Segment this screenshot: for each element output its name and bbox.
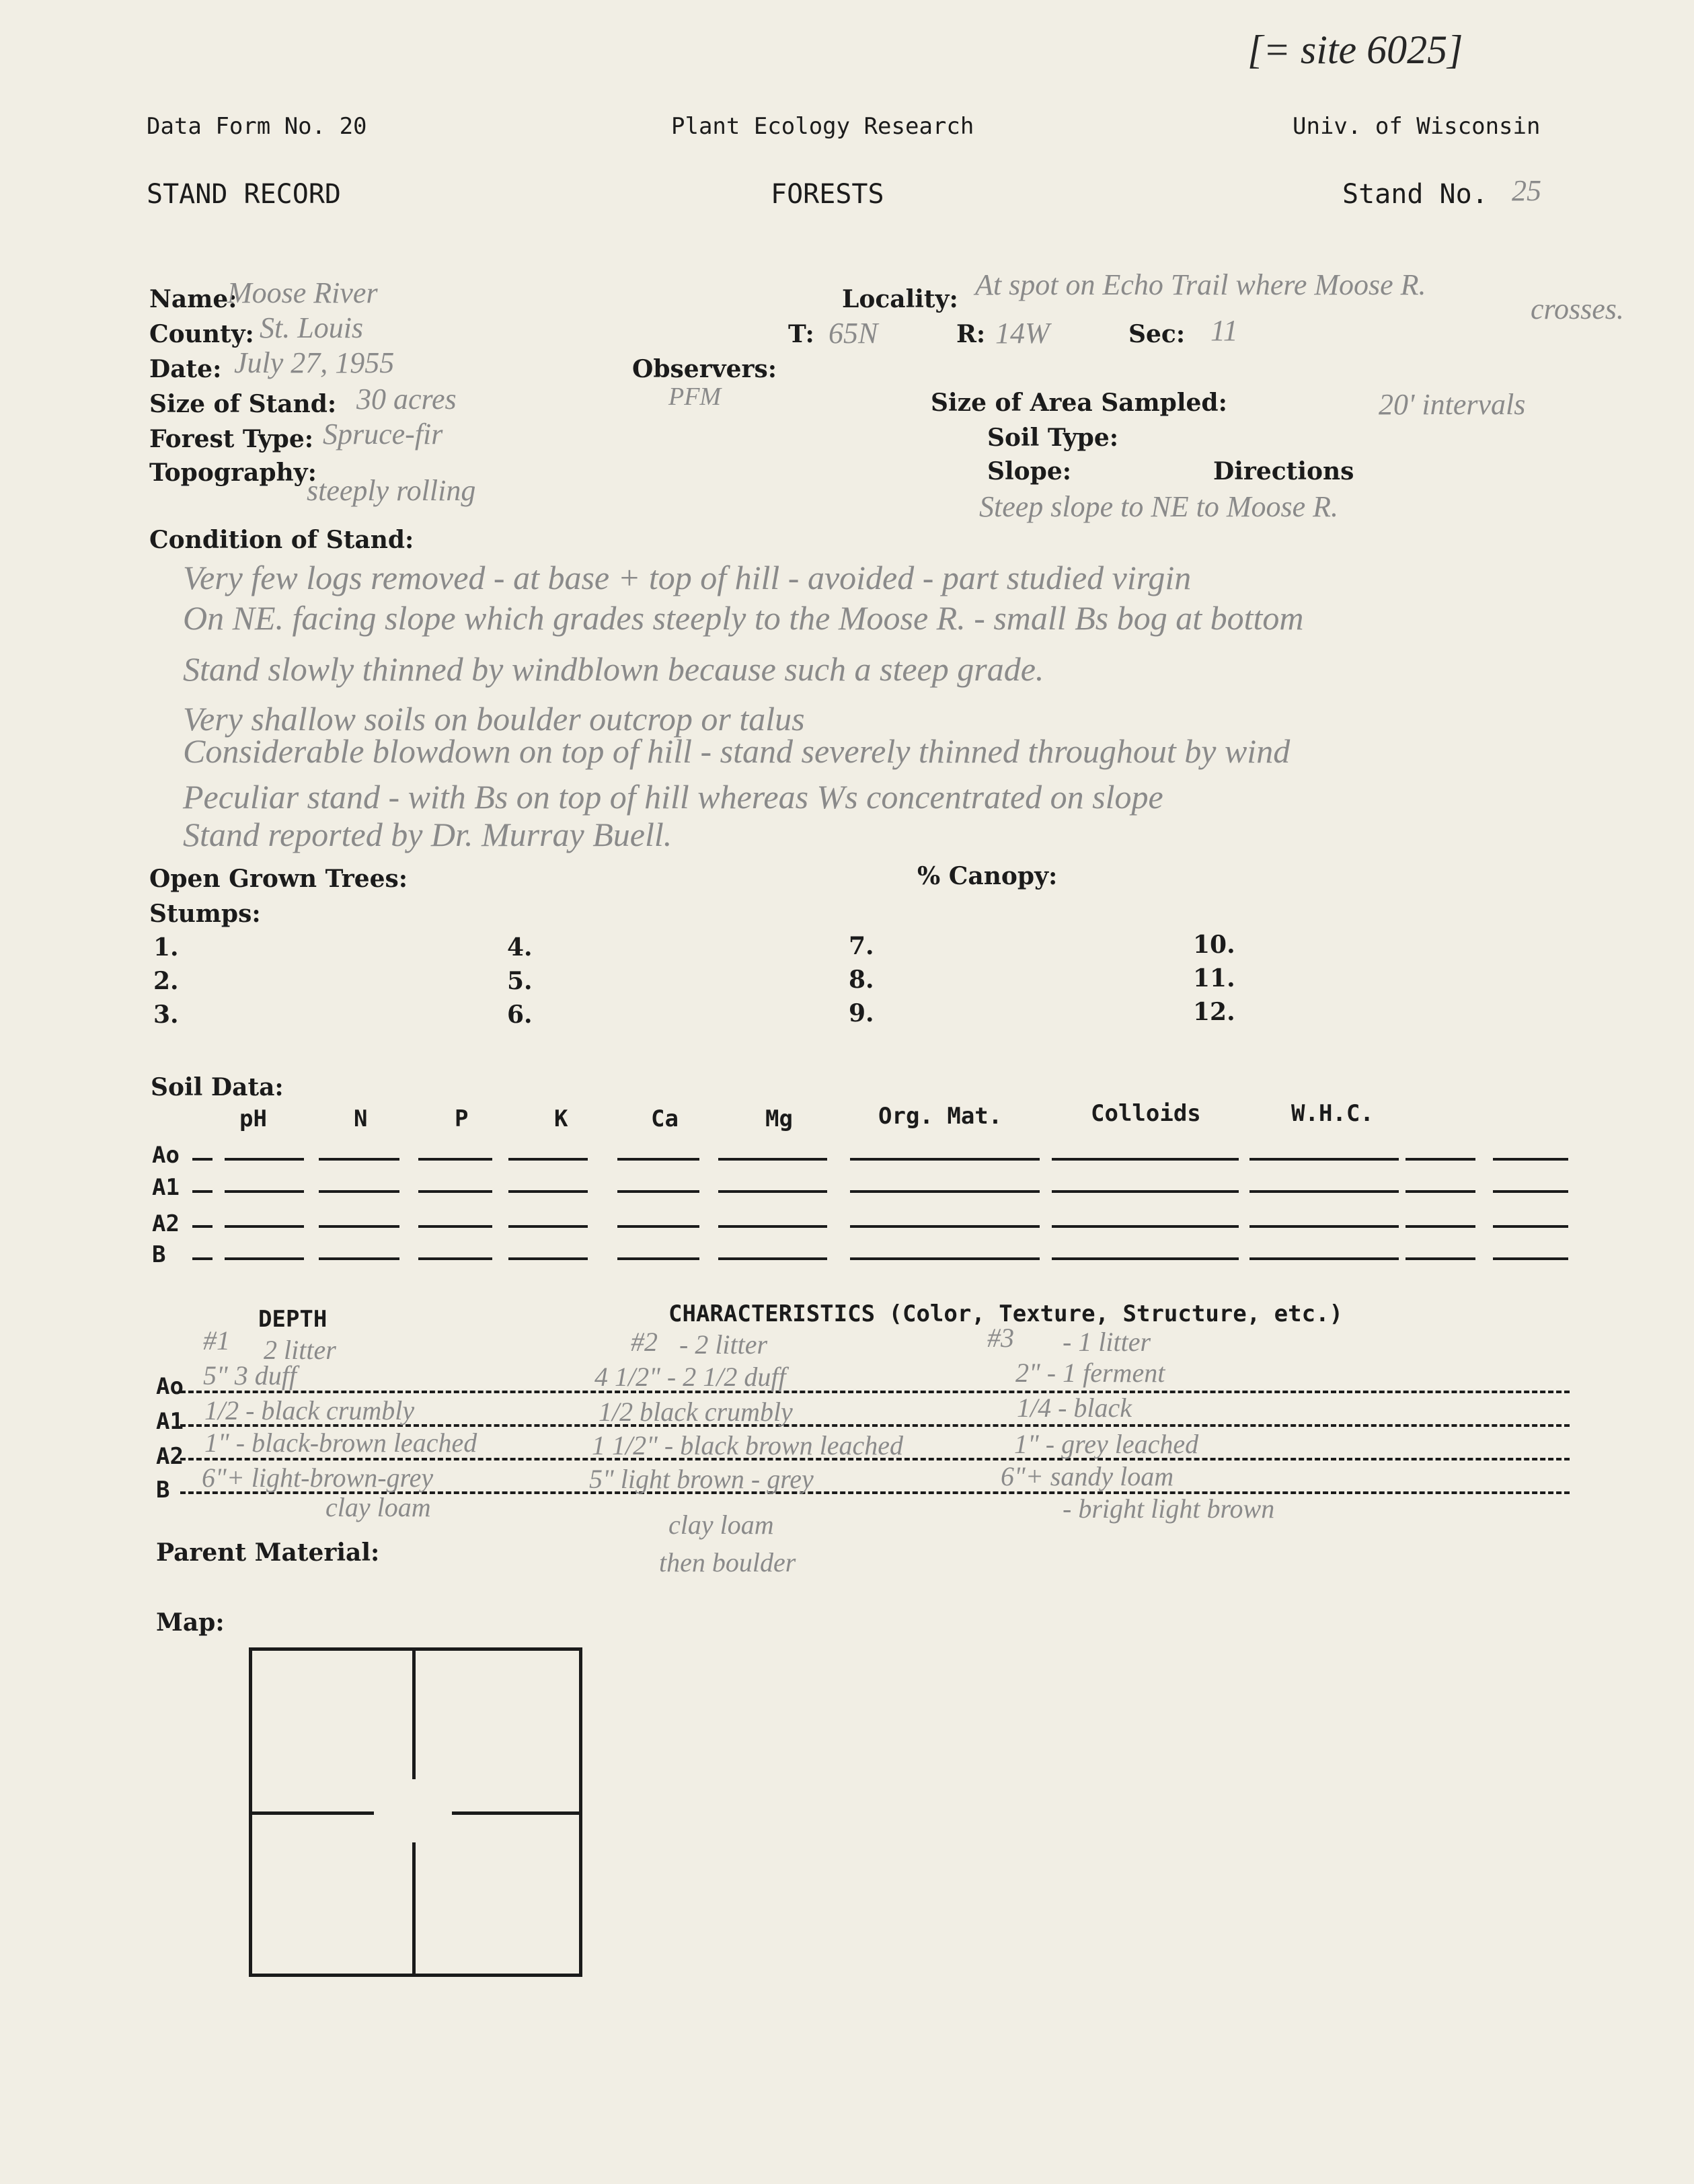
- sample-1-header: #1: [203, 1325, 230, 1356]
- soil-col-mg: Mg: [765, 1105, 793, 1132]
- sample-1-a2: 1" - black-brown leached: [204, 1428, 477, 1458]
- sample-1-b: 6"+ light-brown-grey: [202, 1462, 434, 1493]
- soil-row-label: A1: [152, 1174, 180, 1201]
- soil-data-label: Soil Data:: [151, 1073, 284, 1101]
- soil-col-org-mat: Org. Mat.: [878, 1103, 1003, 1130]
- stump-item: 12.: [1193, 998, 1235, 1026]
- slope-label: Slope:: [987, 457, 1072, 485]
- parent-material-label: Parent Material:: [156, 1538, 380, 1567]
- soil-row-label: A2: [152, 1210, 180, 1237]
- date-value: July 27, 1955: [234, 346, 395, 379]
- sample-2-extra-2: then boulder: [659, 1547, 796, 1577]
- slope-value: Steep slope to NE to Moose R.: [979, 490, 1339, 523]
- sample-1-a1: 1/2 - black crumbly: [204, 1395, 415, 1426]
- condition-label: Condition of Stand:: [149, 526, 414, 554]
- program-title: Plant Ecology Research: [671, 113, 974, 140]
- stand-no-value: 25: [1512, 174, 1541, 207]
- sample-2-extra-1: clay loam: [668, 1510, 774, 1540]
- soil-col-whc: W.H.C.: [1291, 1100, 1374, 1127]
- condition-line-4: Very shallow soils on boulder outcrop or talus: [183, 700, 805, 738]
- open-grown-label: Open Grown Trees:: [149, 865, 408, 893]
- sample-3-extra: - bright light brown: [1063, 1493, 1275, 1524]
- sample-2-litter: - 2 litter: [679, 1329, 768, 1360]
- topography-value: steeply rolling: [307, 474, 476, 507]
- sample-2-b: 5" light brown - grey: [589, 1464, 814, 1494]
- condition-line-3: Stand slowly thinned by windblown because such a steep grade.: [183, 650, 1044, 688]
- township-value: 65N: [829, 317, 878, 350]
- stump-item: 4.: [507, 933, 533, 962]
- stumps-label: Stumps:: [149, 900, 261, 928]
- sample-3-ao: 2" - 1 ferment: [1015, 1358, 1165, 1388]
- characteristics-label: CHARACTERISTICS (Color, Texture, Structure, etc.): [668, 1300, 1344, 1327]
- forest-type-label: Forest Type:: [149, 425, 314, 453]
- map-label: Map:: [156, 1608, 225, 1637]
- township-label: T:: [788, 320, 814, 348]
- name-label: Name:: [149, 285, 237, 313]
- county-value: St. Louis: [260, 311, 364, 344]
- depth-row-label: B: [156, 1477, 170, 1504]
- condition-line-2: On NE. facing slope which grades steeply to the Moose R. - small Bs bog at bottom: [183, 599, 1304, 637]
- depth-row-label: Ao: [156, 1373, 184, 1400]
- range-label: R:: [956, 320, 986, 348]
- sample-2-a1: 1/2 black crumbly: [599, 1397, 793, 1427]
- sample-3-a2: 1" - grey leached: [1014, 1429, 1199, 1459]
- soil-col-ph: pH: [239, 1105, 267, 1132]
- site-annotation: [= site 6025]: [1247, 28, 1463, 72]
- soil-col-colloids: Colloids: [1091, 1100, 1201, 1127]
- section-label: Sec:: [1128, 320, 1186, 348]
- forest-type-value: Spruce-fir: [323, 418, 443, 451]
- topography-label: Topography:: [149, 459, 317, 487]
- depth-row-label: A2: [156, 1443, 184, 1470]
- observers-label: Observers:: [632, 355, 777, 383]
- sample-3-header: #3: [987, 1323, 1014, 1353]
- condition-line-7: Stand reported by Dr. Murray Buell.: [183, 816, 672, 853]
- canopy-label: % Canopy:: [917, 862, 1058, 890]
- depth-label: DEPTH: [258, 1306, 328, 1333]
- condition-line-1: Very few logs removed - at base + top of hill - avoided - part studied virgin: [183, 559, 1192, 596]
- sample-3-a1: 1/4 - black: [1017, 1393, 1132, 1423]
- sample-2-ao: 4 1/2" - 2 1/2 duff: [594, 1362, 786, 1392]
- area-value: 20' intervals: [1379, 388, 1526, 421]
- name-value: Moose River: [227, 276, 378, 309]
- date-label: Date:: [149, 355, 222, 383]
- section-value: 11: [1210, 314, 1238, 347]
- soil-col-p: P: [455, 1105, 469, 1132]
- sample-1-litter: 2 litter: [264, 1335, 336, 1365]
- sample-1-ao: 5" 3 duff: [203, 1360, 297, 1391]
- depth-row-label: A1: [156, 1408, 184, 1435]
- directions-label: Directions: [1213, 457, 1354, 485]
- sample-3-b: 6"+ sandy loam: [1001, 1461, 1174, 1491]
- locality-label: Locality:: [842, 285, 958, 313]
- county-label: County:: [149, 320, 254, 348]
- stump-item: 8.: [849, 966, 874, 994]
- size-label: Size of Stand:: [149, 390, 337, 418]
- stump-item: 6.: [507, 1001, 533, 1029]
- sample-2-header: #2: [631, 1327, 658, 1357]
- category: FORESTS: [771, 179, 884, 210]
- sample-3-litter: - 1 litter: [1063, 1327, 1151, 1357]
- condition-line-5: Considerable blowdown on top of hill - stand severely thinned throughout by wind: [183, 732, 1291, 770]
- sample-2-a2: 1 1/2" - black brown leached: [592, 1430, 903, 1460]
- stump-item: 5.: [507, 967, 533, 995]
- soil-row-label: Ao: [152, 1142, 180, 1169]
- stump-item: 9.: [849, 999, 874, 1027]
- locality-value-2: crosses.: [1531, 292, 1624, 325]
- condition-line-6: Peculiar stand - with Bs on top of hill whereas Ws concentrated on slope: [183, 778, 1163, 816]
- size-value: 30 acres: [356, 383, 457, 416]
- stand-no-label: Stand No.: [1342, 179, 1488, 210]
- record-type: STAND RECORD: [147, 179, 341, 210]
- soil-col-k: K: [554, 1105, 568, 1132]
- institution: Univ. of Wisconsin: [1293, 113, 1541, 140]
- range-value: 14W: [995, 317, 1050, 350]
- observers-value: PFM: [668, 383, 722, 411]
- locality-value: At spot on Echo Trail where Moose R.: [975, 268, 1426, 301]
- stump-item: 2.: [153, 967, 179, 995]
- stump-item: 11.: [1193, 964, 1235, 992]
- stump-item: 7.: [849, 932, 874, 960]
- form-number: Data Form No. 20: [147, 113, 367, 140]
- soil-col-n: N: [354, 1105, 368, 1132]
- soil-type-label: Soil Type:: [987, 424, 1119, 452]
- sample-1-extra: clay loam: [325, 1492, 431, 1522]
- stump-item: 3.: [153, 1001, 179, 1029]
- soil-col-ca: Ca: [651, 1105, 679, 1132]
- stump-item: 10.: [1193, 931, 1235, 959]
- stump-item: 1.: [153, 933, 179, 962]
- soil-row-label: B: [152, 1241, 166, 1268]
- area-label: Size of Area Sampled:: [931, 389, 1227, 417]
